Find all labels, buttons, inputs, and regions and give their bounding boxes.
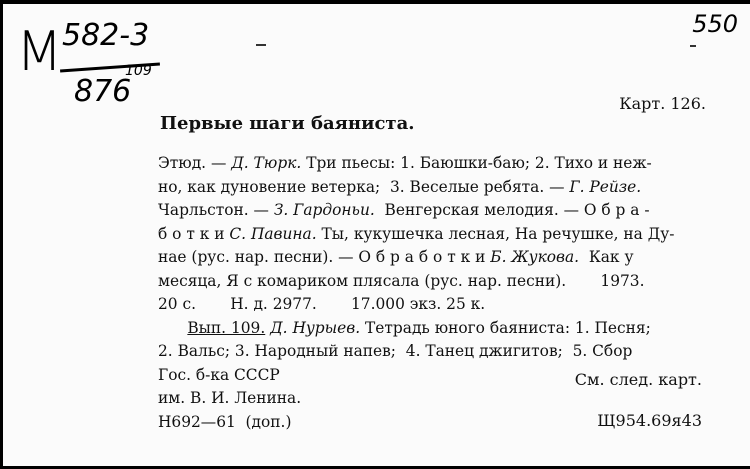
entry-text: но, как дуновение ветерка; 3. Веселые ребята. —	[158, 177, 570, 196]
classification-code: Щ954.69я43	[597, 411, 702, 430]
composer-name: Г. Рейзе.	[569, 177, 642, 196]
entry-text: б о т к и	[158, 224, 230, 243]
scan-speck	[256, 44, 266, 46]
scan-speck	[690, 45, 696, 47]
entry-text: Чарльстон. —	[158, 201, 274, 219]
scan-edge-top	[0, 0, 750, 4]
catalog-entry-text	[158, 152, 674, 434]
library-name: им. В. И. Ленина.	[158, 389, 302, 407]
card-print-code: Н692—61 (доп.)	[158, 412, 292, 431]
entry-text: Три пьесы: 1. Баюшки-баю; 2. Тихо и неж-	[301, 154, 652, 172]
card-number: Карт. 126.	[619, 94, 706, 113]
composer-name: Д. Тюрк.	[231, 154, 302, 172]
handwritten-inventory-number: 876	[74, 74, 132, 109]
entry-text: Как у	[579, 248, 634, 266]
book-title: Первые шаги баяниста.	[160, 113, 415, 134]
entry-text: 20 с. Н. д. 2977. 17.000 экз. 25 к.	[158, 295, 486, 313]
composer-name: С. Павина.	[229, 224, 317, 243]
handwritten-card-number: 550	[692, 10, 738, 38]
scan-edge-left	[0, 0, 3, 469]
entry-text: Тетрадь юного баяниста: 1. Песня;	[360, 318, 651, 337]
composer-name: Б. Жукова.	[490, 248, 580, 266]
handwritten-letter: М	[16, 20, 61, 83]
entry-text: нае (рус. нар. песни). — О б р а б о т к и	[158, 248, 491, 266]
composer-name: З. Гардоньи.	[273, 201, 375, 219]
entry-text: Этюд. —	[158, 154, 232, 172]
entry-text: месяца, Я с комариком плясала (рус. нар. песни). 1973.	[158, 271, 645, 290]
handwritten-superscript: 109	[125, 63, 152, 79]
library-name: Гос. б-ка СССР	[158, 365, 280, 384]
entry-text: Ты, кукушечка лесная, На речушке, на Ду-	[316, 224, 675, 243]
entry-text: 2. Вальс; 3. Народный напев; 4. Танец джигитов; 5. Сбор	[158, 342, 633, 360]
handwritten-shelf-mark: 582-3	[62, 18, 150, 53]
issue-number: Вып. 109.	[187, 318, 266, 337]
composer-name: Д. Нурыев.	[270, 318, 361, 337]
entry-text: Венгерская мелодия. — О б р а -	[374, 201, 650, 219]
see-next-card: См. след. карт.	[574, 370, 702, 389]
